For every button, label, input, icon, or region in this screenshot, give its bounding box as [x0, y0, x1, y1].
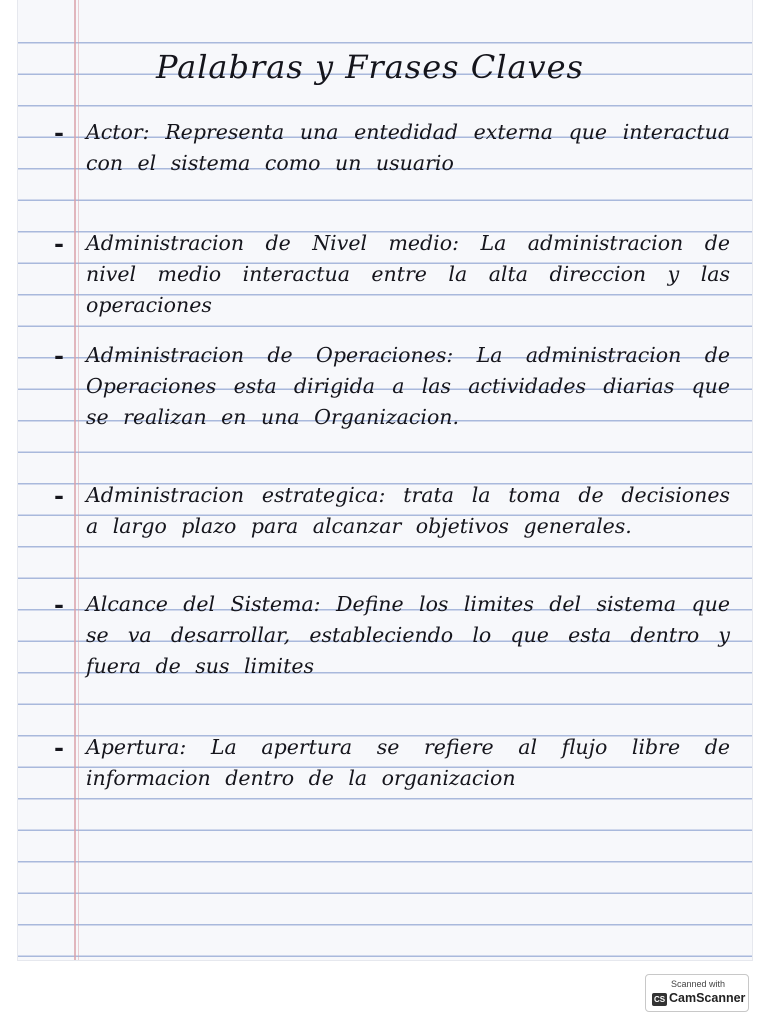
entry-bullet: -	[54, 229, 64, 258]
camscanner-watermark	[645, 974, 749, 1012]
entry-bullet: -	[54, 590, 64, 619]
entry-administracion-nivel-medio	[40, 228, 730, 321]
entry-bullet: -	[54, 118, 64, 147]
entry-text: La apertura se refiere al flujo libre de informacion dentro de la organizacion	[86, 735, 730, 790]
entry-text: Representa una entedidad externa que interactua con el sistema como un usuario	[86, 120, 730, 175]
entry-text: La administracion de Operaciones esta dirigida a las actividades diarias que se realizan en una Organizacion.	[86, 343, 730, 429]
entry-term: Apertura:	[86, 735, 187, 759]
entry-body	[86, 732, 730, 794]
handwritten-notes	[18, 0, 752, 960]
entry-apertura	[40, 732, 730, 794]
entry-bullet: -	[54, 733, 64, 762]
entry-body	[86, 228, 730, 321]
entry-text: La administracion de nivel medio interactua entre la alta direccion y las operaciones	[86, 231, 730, 317]
entry-term: Actor:	[86, 120, 150, 144]
entry-body	[86, 589, 730, 682]
entry-administracion-estrategica	[40, 480, 730, 542]
page-title: Palabras y Frases Claves	[156, 48, 584, 86]
entry-term: Alcance del Sistema:	[86, 592, 321, 616]
watermark-caption: Scanned with	[670, 979, 726, 989]
entry-alcance-sistema	[40, 589, 730, 682]
entry-text: trata la toma de decisiones a largo plazo para alcanzar objetivos generales.	[86, 483, 730, 538]
entry-text: Define los limites del sistema que se va desarrollar, estableciendo lo que esta dentro y fuera de sus limites	[86, 592, 730, 678]
entry-body	[86, 480, 730, 542]
watermark-brand: CamScanner	[669, 991, 746, 1005]
camscanner-logo-icon: CS	[653, 995, 666, 1004]
entry-bullet: -	[54, 481, 64, 510]
entry-body	[86, 117, 730, 179]
entry-bullet: -	[54, 341, 64, 370]
entry-body	[86, 340, 730, 433]
entry-term: Administracion estrategica:	[86, 483, 386, 507]
notebook-page	[18, 0, 752, 960]
entry-term: Administracion de Operaciones:	[86, 343, 454, 367]
entry-term: Administracion de Nivel medio:	[86, 231, 459, 255]
entry-actor	[40, 117, 730, 179]
entry-administracion-operaciones	[40, 340, 730, 433]
